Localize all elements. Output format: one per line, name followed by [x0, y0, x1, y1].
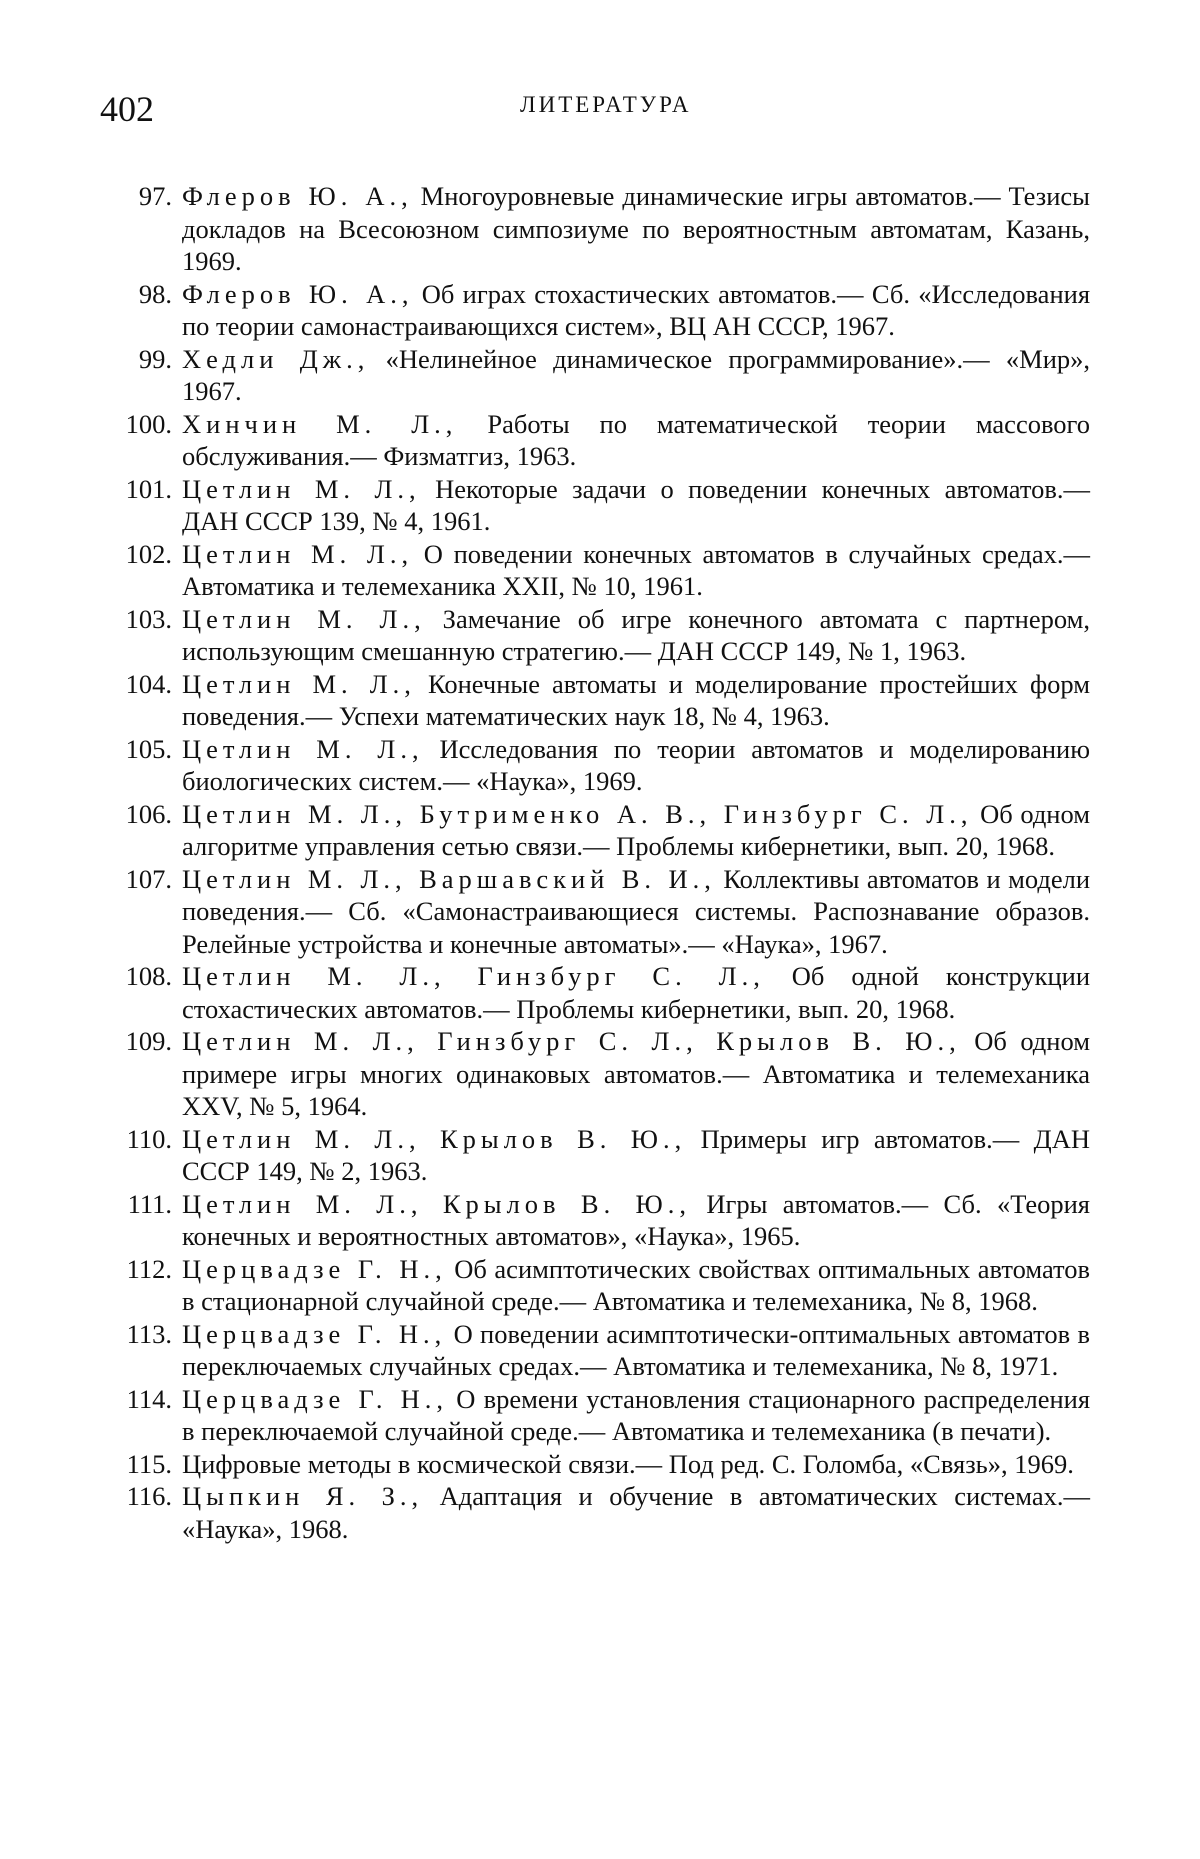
reference-item	[100, 473, 1090, 538]
page-number: 402	[100, 89, 154, 129]
reference-text	[182, 473, 1090, 538]
reference-author: Цетлин М. Л., Гинзбург С. Л.,	[182, 961, 765, 991]
reference-number: 111.	[127, 1188, 172, 1219]
reference-number: 107.	[125, 863, 172, 894]
reference-title: Адаптация и обучение в автоматических системах.— «Наука», 1968.	[182, 1481, 1090, 1544]
reference-item	[100, 863, 1090, 961]
running-head: ЛИТЕРАТУРА	[520, 92, 692, 117]
reference-item	[100, 180, 1090, 278]
reference-text	[182, 1025, 1090, 1123]
reference-item	[100, 1253, 1090, 1318]
reference-title: О времени установления стационарного распределения в переключаемой случайной среде.— Автоматика и телемеханика (в печати).	[182, 1383, 1091, 1446]
reference-text	[182, 1318, 1090, 1383]
reference-item	[100, 1448, 1090, 1481]
reference-number: 102.	[125, 538, 172, 569]
reference-item	[100, 1318, 1090, 1383]
reference-title: Работы по математической теории массового обслуживания.— Физматгиз, 1963.	[182, 408, 1090, 471]
reference-item	[100, 733, 1090, 798]
reference-title: Конечные автоматы и моделирование простейших форм поведения.— Успехи математических наук 18, № 4, 1963.	[182, 668, 1091, 731]
reference-number: 97.	[138, 181, 172, 211]
reference-item	[100, 1383, 1090, 1448]
reference-author: Цетлин М. Л., Варшавский В. И.,	[182, 863, 716, 894]
reference-text	[182, 863, 1090, 961]
reference-number: 108.	[125, 961, 172, 991]
reference-author: Цетлин М. Л., Бутрименко А. В., Гинзбург С. Л.,	[182, 798, 973, 829]
reference-author: Церцвадзе Г. Н.,	[182, 1318, 447, 1349]
reference-author: Флеров Ю. А.,	[182, 278, 414, 309]
reference-text	[182, 1383, 1090, 1448]
reference-author: Хинчин М. Л.,	[182, 408, 458, 439]
reference-number: 99.	[138, 343, 172, 374]
reference-text	[182, 180, 1090, 278]
reference-text	[182, 603, 1090, 668]
reference-author: Церцвадзе Г. Н.,	[182, 1383, 449, 1414]
reference-title: Примеры игр автоматов.— ДАН СССР 149, № 2, 1963.	[182, 1123, 1090, 1186]
reference-text	[182, 278, 1090, 343]
reference-title: О поведении асимптотически-оптимальных автоматов в переключаемых случайных средах.— Автоматика и телемеханика, № 8, 1971.	[182, 1318, 1090, 1381]
reference-text	[182, 1480, 1090, 1545]
reference-title: Об одной конструкции стохастических автоматов.— Проблемы кибернетики, вып. 20, 1968.	[182, 961, 1091, 1024]
reference-author: Хедли Дж.,	[182, 343, 370, 374]
reference-number: 101.	[125, 473, 172, 504]
reference-number: 98.	[138, 278, 172, 309]
reference-author: Цетлин М. Л., Гинзбург С. Л., Крылов В. Ю.,	[182, 1026, 961, 1056]
reference-title: Замечание об игре конечного автомата с партнером, использующим смешанную стратегию.— ДАН СССР 149, № 1, 1963.	[182, 603, 1090, 666]
reference-number: 104.	[125, 668, 172, 699]
reference-item	[100, 1123, 1090, 1188]
reference-title: Игры автоматов.— Сб. «Теория конечных и вероятностных автоматов», «Наука», 1965.	[182, 1188, 1090, 1251]
reference-author: Флеров Ю. А.,	[182, 181, 413, 211]
reference-number: 105.	[125, 733, 172, 764]
reference-author: Цетлин М. Л., Крылов В. Ю.,	[182, 1188, 692, 1219]
reference-title: Об одном алгоритме управления сетью связи.— Проблемы кибернетики, вып. 20, 1968.	[182, 798, 1091, 861]
reference-text	[182, 408, 1090, 473]
reference-text	[182, 1253, 1090, 1318]
reference-author: Цетлин М. Л., Крылов В. Ю.,	[182, 1123, 687, 1154]
reference-author: Цетлин М. Л.,	[182, 603, 426, 634]
reference-author: Цетлин М. Л.,	[182, 538, 414, 569]
reference-author: Цетлин М. Л.,	[182, 733, 424, 764]
reference-title: О поведении конечных автоматов в случайных средах.— Автоматика и телемеханика XXII, № 10, 1961.	[182, 538, 1090, 601]
reference-author: Цыпкин Я. З.,	[182, 1481, 424, 1511]
reference-title: Об одном примере игры многих одинаковых автоматов.— Автоматика и телемеханика XXV, № 5, 1964.	[182, 1026, 1090, 1121]
reference-title: Об асимптотических свойствах оптимальных автоматов в стационарной случайной среде.— Автоматика и телемеханика, № 8, 1968.	[182, 1253, 1091, 1316]
reference-text	[182, 733, 1090, 798]
reference-text	[182, 1188, 1090, 1253]
reference-text	[182, 798, 1090, 863]
reference-number: 112.	[126, 1253, 172, 1284]
reference-item	[100, 798, 1090, 863]
reference-item	[100, 603, 1090, 668]
reference-text	[182, 1448, 1090, 1481]
reference-text	[182, 538, 1090, 603]
reference-author: Цетлин М. Л.,	[182, 668, 416, 699]
reference-text	[182, 343, 1090, 408]
reference-number: 114.	[126, 1383, 172, 1414]
reference-number: 109.	[125, 1026, 172, 1056]
reference-author: Церцвадзе Г. Н.,	[182, 1253, 447, 1284]
reference-title: Коллективы автоматов и модели поведения.— Сб. «Самонастраивающиеся системы. Распознавание образов. Релейные устройства и конечные автоматы».— «Наука», 1967.	[182, 863, 1091, 959]
reference-title: «Нелинейное динамическое программирование».— «Мир», 1967.	[182, 343, 1091, 406]
reference-text	[182, 960, 1090, 1025]
reference-number: 115.	[126, 1448, 172, 1479]
reference-number: 103.	[125, 603, 172, 634]
reference-list	[100, 180, 1090, 1545]
reference-number: 106.	[125, 798, 172, 829]
reference-item	[100, 668, 1090, 733]
reference-title: Об играх стохастических автоматов.— Сб. «Исследования по теории самонастраивающихся систем», ВЦ АН СССР, 1967.	[182, 278, 1091, 341]
reference-item	[100, 1025, 1090, 1123]
reference-author: Цетлин М. Л.,	[182, 473, 421, 504]
reference-item	[100, 538, 1090, 603]
reference-item	[100, 343, 1090, 408]
reference-number: 113.	[126, 1318, 172, 1349]
reference-item	[100, 960, 1090, 1025]
reference-item	[100, 1188, 1090, 1253]
reference-text	[182, 1123, 1090, 1188]
reference-number: 100.	[125, 408, 172, 439]
reference-item	[100, 1480, 1090, 1545]
reference-number: 110.	[126, 1123, 172, 1154]
reference-title: Некоторые задачи о поведении конечных автоматов.— ДАН СССР 139, № 4, 1961.	[182, 473, 1090, 536]
reference-title: Исследования по теории автоматов и моделированию биологических систем.— «Наука», 1969.	[182, 733, 1090, 796]
reference-title: Многоуровневые динамические игры автоматов.— Тезисы докладов на Всесоюзном симпозиуме по вероятностным автоматам, Казань, 1969.	[182, 181, 1090, 276]
reference-title: Цифровые методы в космической связи.— Под ред. С. Голомба, «Связь», 1969.	[182, 1448, 1074, 1479]
reference-item	[100, 278, 1090, 343]
reference-item	[100, 408, 1090, 473]
reference-number: 116.	[126, 1481, 172, 1511]
reference-text	[182, 668, 1090, 733]
